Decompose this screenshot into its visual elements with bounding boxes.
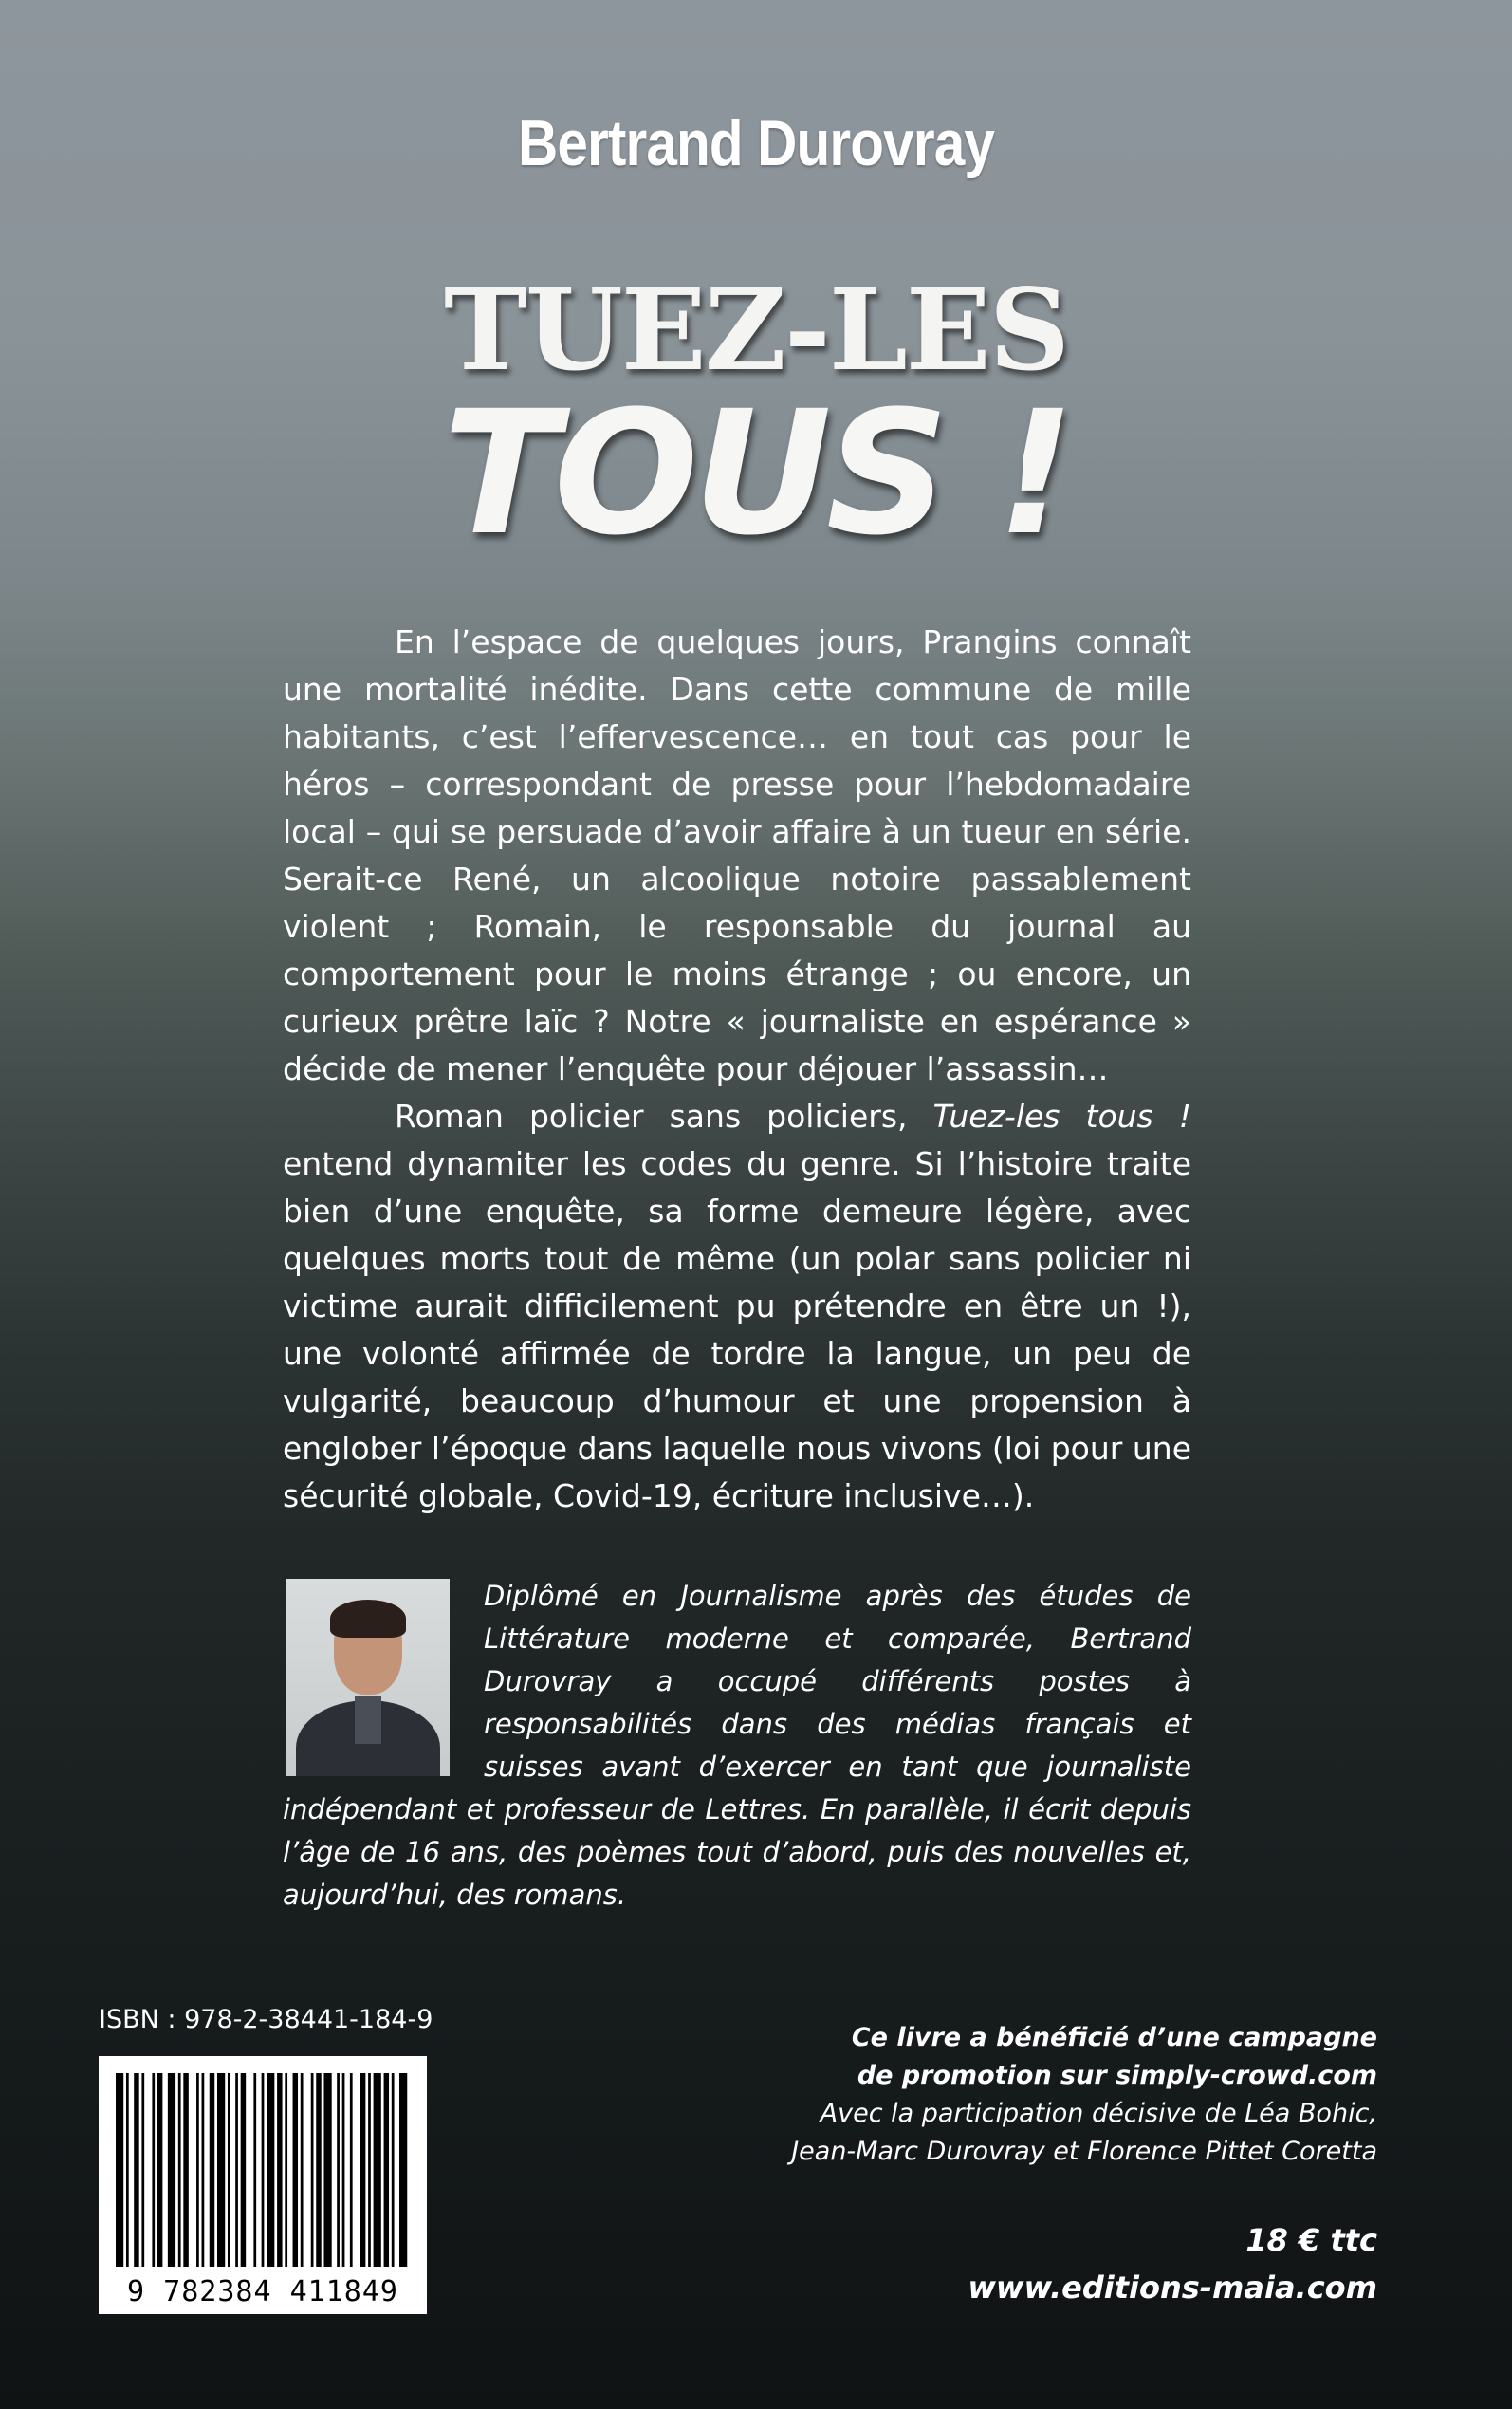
- price-and-website: [968, 2216, 1377, 2311]
- author-photo: [286, 1579, 450, 1776]
- synopsis-paragraph-1: En l’espace de quelques jours, Prangins connaît une mortalité inédite. Dans cette commune de mille habitants, c’est l’effervescence… en tout cas pour le héros – correspondant de presse pour l’hebdomadaire local – qui se persuade d’avoir affaire à un tueur en série. Serait-ce René, un alcoolique notoire passablement violent ; Romain, le responsable du journal au comportement pour le moins étrange ; ou encore, un curieux prêtre laïc ? Notre « journaliste en espérance » décide de mener l’enquête pour déjouer l’assassin…: [283, 623, 1191, 1087]
- publisher-website: www.editions-maia.com: [968, 2270, 1377, 2306]
- barcode-bar: [392, 2073, 395, 2267]
- isbn-barcode: [99, 2056, 427, 2314]
- credits-line-4: Jean-Marc Durovray et Florence Pittet Coretta: [791, 2137, 1377, 2166]
- barcode-bar: [126, 2073, 129, 2267]
- barcode-bars: [116, 2073, 410, 2267]
- barcode-bar: [323, 2073, 331, 2267]
- barcode-bar: [384, 2073, 389, 2267]
- barcode-bar: [217, 2073, 225, 2267]
- credits-line-3: Avec la participation décisive de Léa Bohic,: [820, 2099, 1377, 2128]
- synopsis: [283, 619, 1191, 1520]
- credits-line-2: de promotion sur simply-crowd.com: [857, 2061, 1377, 2090]
- barcode-bar: [285, 2073, 287, 2267]
- barcode-bar: [183, 2073, 188, 2267]
- barcode-bar: [235, 2073, 238, 2267]
- barcode-bar: [350, 2073, 353, 2267]
- barcode-bar: [210, 2073, 214, 2267]
- barcode-bar: [157, 2073, 162, 2267]
- price: 18 € ttc: [1245, 2222, 1377, 2258]
- synopsis-p2-book-title: Tuez-les tous !: [932, 1098, 1191, 1135]
- author-bio-text: Diplômé en Journalisme après des études de Littérature moderne et comparée, Bertrand Durovray a occupé différents postes à responsabilités dans des médias français et suisses avant d’exercer en tant que journaliste indépendant et professeur de Lettres. En parallèle, il écrit depuis l’âge de 16 ans, des poèmes tout d’abord, puis des nouvelles et, aujourd’hui, des romans.: [283, 1580, 1191, 1911]
- barcode-bar: [202, 2073, 205, 2267]
- barcode-bar: [360, 2073, 365, 2267]
- author-name: Bertrand Durovray: [517, 107, 995, 179]
- barcode-bar: [152, 2073, 155, 2267]
- barcode-bar: [267, 2073, 274, 2267]
- barcode-bar: [253, 2073, 256, 2267]
- barcode-bar: [277, 2073, 282, 2267]
- promotion-credits: [791, 2019, 1377, 2171]
- barcode-bar: [368, 2073, 371, 2267]
- barcode-bar: [342, 2073, 345, 2267]
- barcode-bar: [241, 2073, 246, 2267]
- barcode-bar: [116, 2073, 123, 2267]
- book-title-line2: TOUS !: [442, 375, 1070, 573]
- barcode-bar: [168, 2073, 175, 2267]
- barcode-bar: [228, 2073, 230, 2267]
- barcode-bar: [196, 2073, 199, 2267]
- barcode-bar: [316, 2073, 321, 2267]
- barcode-bar: [134, 2073, 138, 2267]
- barcode-bar: [374, 2073, 381, 2267]
- barcode-bar: [262, 2073, 265, 2267]
- book-title-line1: TUEZ-LES: [444, 264, 1068, 396]
- author-bio: [283, 1575, 1191, 1917]
- synopsis-p2-start: Roman policier sans policiers,: [395, 1098, 933, 1135]
- barcode-bar: [141, 2073, 144, 2267]
- barcode-bar: [178, 2073, 181, 2267]
- barcode-bar: [337, 2073, 340, 2267]
- isbn-text: ISBN : 978-2-38441-184-9: [99, 2005, 433, 2034]
- barcode-bar: [399, 2073, 407, 2267]
- barcode-bar: [311, 2073, 314, 2267]
- barcode-digits: 9 782384 411849: [127, 2275, 398, 2308]
- synopsis-p2-end: entend dynamiter les codes du genre. Si l’histoire traite bien d’une enquête, sa forme demeure légère, avec quelques morts tout de même (un polar sans policier ni victime aurait difficilement pu prétendre en être un !), une volonté affirmée de tordre la langue, un peu de vulgarité, beaucoup d’humour et une propension à englober l’époque dans laquelle nous vivons (loi pour une sécurité globale, Covid-19, écriture inclusive…).: [283, 1145, 1191, 1514]
- credits-line-1: Ce livre a bénéficié d’une campagne: [851, 2023, 1377, 2052]
- barcode-bar: [301, 2073, 304, 2267]
- barcode-bar: [293, 2073, 298, 2267]
- synopsis-paragraph-2: [283, 1093, 1191, 1520]
